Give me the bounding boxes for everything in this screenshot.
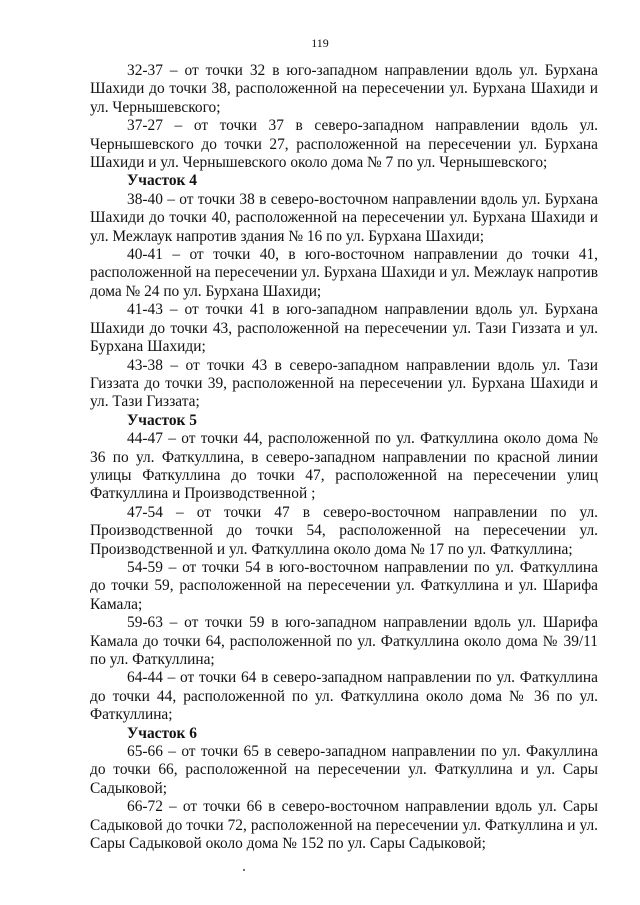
section-heading-5: Участок 5 — [127, 411, 197, 429]
scan-speck — [243, 869, 245, 871]
section-heading-6: Участок 6 — [127, 724, 197, 742]
paragraph-54-59: 54-59 – от точки 54 в юго-восточном направлении по ул. Фаткуллина до точки 59, расположенной на пересечении ул. Фаткуллина и ул. Шарифа Камала; — [90, 558, 598, 613]
paragraph-32-37: 32-37 – от точки 32 в юго-западном направлении вдоль ул. Бурхана Шахиди до точки 38, расположенной на пересечении ул. Бурхана Шахиди и ул. Чернышевского; — [90, 62, 598, 116]
paragraph-38-40: 38-40 – от точки 38 в северо-восточном направлении вдоль ул. Бурхана Шахиди до точки 40, расположенной на пересечении ул. Бурхана Шахиди и ул. Межлаук напротив здания № 16 по ул. Бурхана Шахиди; — [90, 190, 598, 245]
paragraph-40-41: 40-41 – от точки 40, в юго-восточном направлении до точки 41, расположенной на пересечении ул. Бурхана Шахиди и ул. Межлаук напротив дома № 24 по ул. Бурхана Шахиди; — [90, 246, 598, 300]
paragraph-66-72: 66-72 – от точки 66 в северо-восточном направлении вдоль ул. Сары Садыковой до точки 72, расположенной на пересечении ул. Фаткуллина и ул. Сары Садыковой около дома № 152 по ул. Сары Садыковой; — [90, 798, 598, 853]
paragraph-47-54: 47-54 – от точки 47 в северо-восточном направлении по ул. Производственной до точки 54, расположенной на пересечении ул. Производственной и ул. Фаткуллина около дома № 17 по ул. Фаткуллина; — [90, 503, 598, 558]
document-body — [90, 62, 598, 853]
section-heading-4: Участок 4 — [127, 172, 197, 190]
paragraph-41-43: 41-43 – от точки 41 в юго-западном направлении вдоль ул. Бурхана Шахиди до точки 43, расположенной на пересечении ул. Тази Гиззата и ул. Бурхана Шахиди; — [90, 301, 598, 356]
paragraph-43-38: 43-38 – от точки 43 в северо-западном направлении вдоль ул. Тази Гиззата до точки 39, расположенной на пересечении ул. Бурхана Шахиди и ул. Тази Гиззата; — [90, 356, 598, 411]
paragraph-59-63: 59-63 – от точки 59 в юго-западном направлении вдоль ул. Шарифа Камала до точки 64, расположенной по ул. Фаткуллина около дома № 39/11 по ул. Фаткуллина; — [90, 614, 598, 668]
paragraph-44-47: 44-47 – от точки 44, расположенной по ул. Фаткуллина около дома № 36 по ул. Фаткуллина, в северо-западном направлении по красной линии улицы Фаткуллина до точки 47, расположенной на пересечении улиц Фаткуллина и Производственной ; — [90, 430, 598, 503]
page-number: 119 — [311, 36, 329, 50]
paragraph-64-44: 64-44 – от точки 64 в северо-западном направлении по ул. Фаткуллина до точки 44, расположенной по ул. Фаткуллина около дома № 36 по ул. Фаткуллина; — [90, 669, 598, 724]
paragraph-37-27: 37-27 – от точки 37 в северо-западном направлении вдоль ул. Чернышевского до точки 27, расположенной на пересечении ул. Бурхана Шахиди и ул. Чернышевского около дома № 7 по ул. Чернышевского; — [90, 117, 598, 172]
paragraph-65-66: 65-66 – от точки 65 в северо-западном направлении по ул. Факуллина до точки 66, расположенной на пересечении ул. Фаткуллина и ул. Сары Садыковой; — [90, 743, 598, 797]
